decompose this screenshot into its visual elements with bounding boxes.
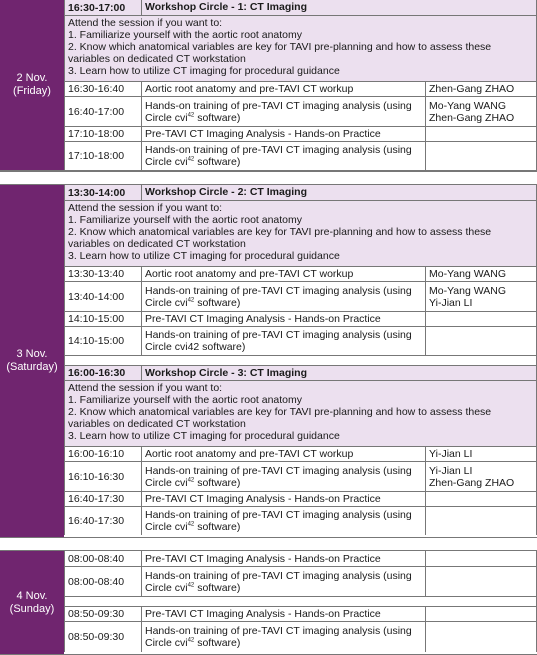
objective-3: 3. Learn how to utilize CT imaging for procedural guidance — [68, 430, 340, 442]
day-block-sunday — [0, 550, 537, 655]
session-faculty — [425, 327, 537, 355]
spacer-row — [64, 355, 537, 365]
day-block-friday — [0, 0, 537, 171]
table-row — [64, 311, 537, 326]
session-faculty: Zhen-Gang ZHAO — [425, 82, 537, 96]
day-weekday: (Saturday) — [6, 361, 58, 373]
workshop-header-row — [64, 0, 537, 15]
table-row — [64, 491, 537, 506]
session-faculty — [425, 607, 537, 621]
day-cell-sunday — [0, 551, 64, 654]
objectives-cell — [64, 16, 537, 81]
table-row — [64, 461, 537, 491]
session-faculty — [425, 492, 537, 506]
session-rows — [64, 0, 537, 170]
workshop-header-row — [64, 365, 537, 380]
session-topic: Pre-TAVI CT Imaging Analysis - Hands-on Practice — [141, 312, 425, 326]
session-time: 16:10-16:30 — [64, 462, 141, 491]
session-faculty — [425, 312, 537, 326]
session-time: 13:30-13:40 — [64, 267, 141, 281]
day-cell-saturday — [0, 185, 64, 537]
objectives-cell — [64, 381, 537, 446]
session-faculty — [425, 551, 537, 566]
session-faculty — [425, 622, 537, 652]
objective-2: 2. Know which anatomical variables are key for TAVI pre-planning and how to assess these variables on dedicated CT workstation — [68, 41, 492, 65]
objectives-intro: Attend the session if you want to: — [68, 17, 223, 29]
session-faculty: Mo-Yang WANG Yi-Jian LI — [425, 282, 537, 311]
workshop-title: Workshop Circle - 2: CT Imaging — [141, 185, 537, 200]
day-weekday: (Friday) — [13, 85, 51, 97]
objectives-cell — [64, 201, 537, 266]
session-faculty — [425, 567, 537, 596]
session-topic: Hands-on training of pre-TAVI CT imaging analysis (using Circle cvi$^{42}$ software) — [141, 567, 425, 596]
objective-3: 3. Learn how to utilize CT imaging for procedural guidance — [68, 250, 340, 262]
table-row — [64, 96, 537, 126]
workshop-time: 16:30-17:00 — [64, 0, 141, 15]
session-time: 08:50-09:30 — [64, 607, 141, 621]
objective-2: 2. Know which anatomical variables are key for TAVI pre-planning and how to assess these variables on dedicated CT workstation — [68, 406, 492, 430]
session-time: 16:40-17:00 — [64, 97, 141, 126]
block-separator — [0, 171, 537, 184]
session-faculty: Mo-Yang WANG — [425, 267, 537, 281]
objectives-row — [64, 200, 537, 266]
session-topic: Hands-on training of pre-TAVI CT imaging analysis (using Circle cvi42 software) — [141, 327, 425, 355]
session-topic: Hands-on training of pre-TAVI CT imaging analysis (using Circle cvi$^{42}$ software) — [141, 507, 425, 535]
table-row — [64, 621, 537, 652]
session-time: 16:40-17:30 — [64, 492, 141, 506]
objective-2: 2. Know which anatomical variables are key for TAVI pre-planning and how to assess these variables on dedicated CT workstation — [68, 226, 492, 250]
table-row — [64, 606, 537, 621]
session-rows — [64, 185, 537, 537]
session-time: 16:40-17:30 — [64, 507, 141, 535]
objective-1: 1. Familiarize yourself with the aortic root anatomy — [68, 214, 303, 226]
session-time: 08:00-08:40 — [64, 551, 141, 566]
session-faculty — [425, 507, 537, 535]
workshop-title: Workshop Circle - 3: CT Imaging — [141, 366, 537, 380]
objective-3: 3. Learn how to utilize CT imaging for procedural guidance — [68, 65, 340, 77]
session-time: 14:10-15:00 — [64, 327, 141, 355]
session-time: 16:30-16:40 — [64, 82, 141, 96]
session-faculty — [425, 142, 537, 170]
objectives-intro: Attend the session if you want to: — [68, 202, 223, 214]
session-topic: Pre-TAVI CT Imaging Analysis - Hands-on Practice — [141, 551, 425, 566]
table-row — [64, 141, 537, 170]
workshop-header-row — [64, 185, 537, 200]
table-row — [64, 446, 537, 461]
session-topic: Aortic root anatomy and pre-TAVI CT workup — [141, 267, 425, 281]
session-rows — [64, 551, 537, 654]
day-date: 4 Nov. — [16, 589, 48, 602]
workshop-title: Workshop Circle - 1: CT Imaging — [141, 0, 537, 15]
session-time: 17:10-18:00 — [64, 127, 141, 141]
table-row — [64, 281, 537, 311]
session-topic: Pre-TAVI CT Imaging Analysis - Hands-on Practice — [141, 127, 425, 141]
session-topic: Hands-on training of pre-TAVI CT imaging analysis (using Circle cvi$^{42}$ software) — [141, 282, 425, 311]
day-date: 2 Nov. — [16, 72, 48, 84]
table-row — [64, 81, 537, 96]
session-time: 16:00-16:10 — [64, 447, 141, 461]
session-topic: Hands-on training of pre-TAVI CT imaging analysis (using Circle cvi$^{42}$ software) — [141, 97, 425, 126]
session-topic: Hands-on training of pre-TAVI CT imaging analysis (using Circle cvi$^{42}$ software) — [141, 142, 425, 170]
spacer-row — [64, 596, 537, 606]
workshop-time: 13:30-14:00 — [64, 185, 141, 200]
session-faculty — [425, 127, 537, 141]
session-topic: Hands-on training of pre-TAVI CT imaging analysis (using Circle cvi$^{42}$ software) — [141, 462, 425, 491]
session-topic: Pre-TAVI CT Imaging Analysis - Hands-on Practice — [141, 492, 425, 506]
session-faculty: Yi-Jian LI — [425, 447, 537, 461]
block-separator — [0, 537, 537, 550]
session-time: 13:40-14:00 — [64, 282, 141, 311]
objectives-row — [64, 380, 537, 446]
objective-1: 1. Familiarize yourself with the aortic root anatomy — [68, 394, 303, 406]
session-topic: Aortic root anatomy and pre-TAVI CT workup — [141, 447, 425, 461]
table-row — [64, 506, 537, 535]
session-topic: Aortic root anatomy and pre-TAVI CT workup — [141, 82, 425, 96]
table-row — [64, 126, 537, 141]
day-weekday: (Sunday) — [9, 602, 55, 615]
session-topic: Pre-TAVI CT Imaging Analysis - Hands-on Practice — [141, 607, 425, 621]
table-row — [64, 566, 537, 596]
session-topic: Hands-on training of pre-TAVI CT imaging analysis (using Circle cvi$^{42}$ software) — [141, 622, 425, 652]
session-time: 08:00-08:40 — [64, 567, 141, 596]
table-row — [64, 266, 537, 281]
table-row — [64, 551, 537, 566]
workshop-time: 16:00-16:30 — [64, 366, 141, 380]
day-block-saturday — [0, 184, 537, 538]
day-cell-friday — [0, 0, 64, 170]
objectives-row — [64, 15, 537, 81]
session-time: 08:50-09:30 — [64, 622, 141, 652]
session-faculty: Mo-Yang WANG Zhen-Gang ZHAO — [425, 97, 537, 126]
table-row — [64, 326, 537, 355]
session-time: 14:10-15:00 — [64, 312, 141, 326]
session-faculty: Yi-Jian LI Zhen-Gang ZHAO — [425, 462, 537, 491]
objective-1: 1. Familiarize yourself with the aortic root anatomy — [68, 29, 303, 41]
session-time: 17:10-18:00 — [64, 142, 141, 170]
objectives-intro: Attend the session if you want to: — [68, 382, 223, 394]
day-date: 3 Nov. — [16, 348, 48, 360]
